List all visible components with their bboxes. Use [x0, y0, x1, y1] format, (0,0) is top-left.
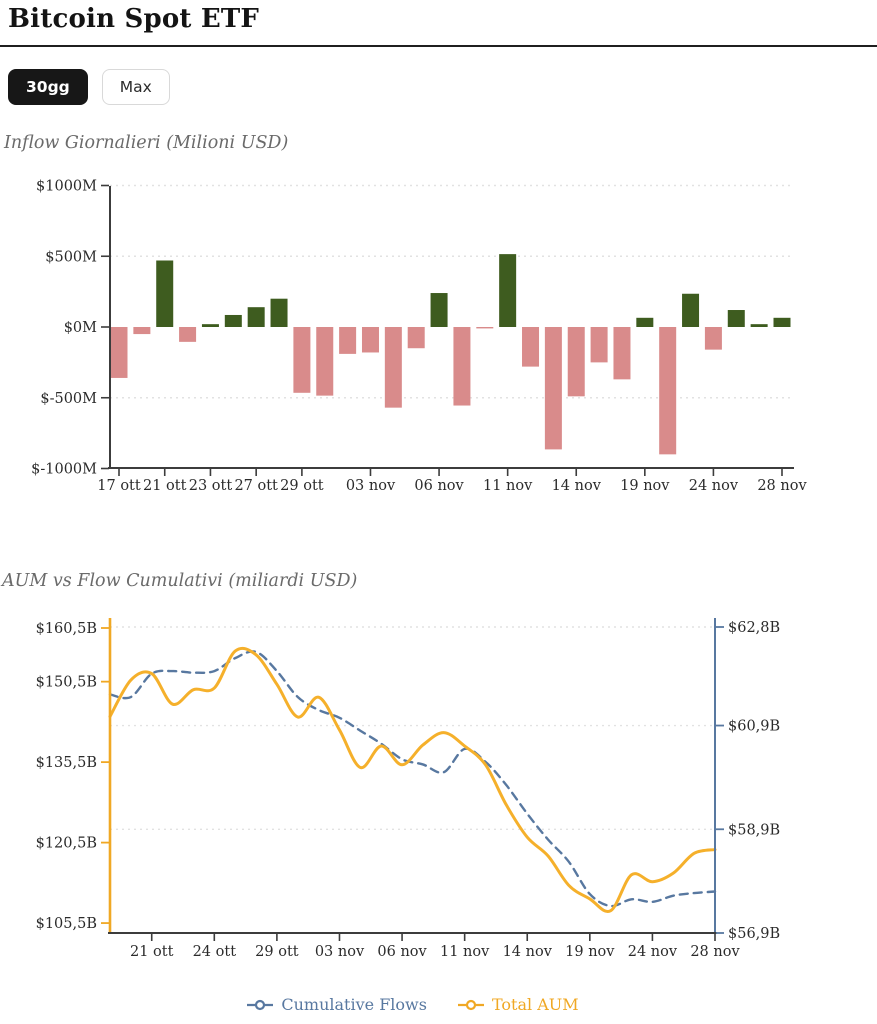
- x-axis-tick-label: 14 nov: [551, 478, 601, 494]
- inflow-bar: [111, 327, 128, 378]
- inflow-bar: [385, 327, 402, 408]
- x-axis-tick-label: 06 nov: [414, 478, 464, 494]
- x-axis-tick-label: 27 ott: [234, 478, 278, 494]
- right-axis-tick-label: $62,8B: [728, 620, 781, 636]
- title-divider: [0, 45, 877, 47]
- x-axis-tick-label: 11 nov: [439, 944, 490, 960]
- inflow-bar: [751, 324, 768, 327]
- inflow-bar: [362, 327, 379, 352]
- left-axis-tick-label: $120,5B: [35, 835, 97, 852]
- x-axis-tick-label: 03 nov: [314, 944, 365, 960]
- solid-line-marker-icon: [457, 999, 485, 1011]
- inflow-bar: [705, 327, 722, 350]
- right-axis-tick-label: $56,9B: [728, 925, 781, 942]
- x-axis-tick-label: 14 nov: [502, 944, 552, 960]
- y-axis-tick-label: $500M: [45, 249, 97, 266]
- inflow-bar: [179, 327, 196, 342]
- x-axis-tick-label: 28 nov: [690, 944, 740, 960]
- inflow-bar: [613, 327, 630, 379]
- y-axis-tick-label: $-500M: [40, 390, 97, 407]
- inflow-bar: [728, 310, 745, 327]
- inflow-bar: [408, 327, 425, 348]
- inflow-bar: [568, 327, 585, 396]
- aum-vs-flows-line-chart: [0, 590, 877, 980]
- inflow-bar: [156, 260, 173, 327]
- x-axis-tick-label: 06 nov: [377, 944, 427, 960]
- left-axis-tick-label: $135,5B: [35, 755, 97, 772]
- inflow-bar: [499, 254, 516, 327]
- legend-label-total-aum: Total AUM: [491, 995, 579, 1014]
- inflow-bar: [545, 327, 562, 449]
- chart-legend: [110, 995, 715, 1014]
- inflow-bar: [522, 327, 539, 367]
- right-axis-tick-label: $60,9B: [728, 718, 781, 735]
- legend-item-total-aum: [457, 995, 579, 1014]
- inflow-bar: [591, 327, 608, 362]
- inflow-bar: [453, 327, 470, 406]
- inflow-bar: [248, 307, 265, 327]
- x-axis-tick-label: 19 nov: [620, 478, 670, 494]
- x-axis-tick-label: 21 ott: [142, 478, 187, 494]
- x-axis-tick-label: 21 ott: [129, 944, 174, 960]
- x-axis-tick-label: 03 nov: [345, 478, 396, 494]
- inflow-bar: [476, 327, 493, 328]
- inflow-bar: [271, 299, 288, 327]
- x-axis-tick-label: 24 ott: [192, 944, 237, 960]
- inflow-bar: [293, 327, 310, 393]
- x-axis-tick-label: 17 ott: [97, 478, 141, 494]
- total-aum-line: [110, 648, 715, 911]
- inflow-bar: [659, 327, 676, 454]
- dashed-line-marker-icon: [246, 999, 274, 1011]
- inflow-bar: [225, 315, 242, 327]
- inflow-bar: [773, 318, 790, 327]
- x-axis-tick-label: 28 nov: [757, 478, 807, 494]
- x-axis-tick-label: 24 nov: [627, 944, 678, 960]
- left-axis-tick-label: $105,5B: [35, 916, 97, 933]
- inflow-bar: [431, 293, 448, 327]
- inflow-bar: [316, 327, 333, 396]
- page-title: Bitcoin Spot ETF: [8, 4, 260, 34]
- x-axis-tick-label: 29 ott: [255, 944, 299, 960]
- inflow-bar: [682, 294, 699, 327]
- left-axis-tick-label: $160,5B: [35, 621, 97, 637]
- x-axis-tick-label: 23 ott: [188, 478, 233, 494]
- range-controls: [8, 69, 170, 105]
- inflow-bar: [636, 318, 653, 327]
- inflow-bar: [133, 327, 150, 334]
- aum-chart-title: AUM vs Flow Cumulativi (miliardi USD): [2, 571, 358, 591]
- legend-item-cumulative-flows: [246, 995, 427, 1014]
- left-axis-tick-label: $150,5B: [35, 674, 97, 691]
- y-axis-tick-label: $-1000M: [31, 461, 97, 478]
- legend-label-cumulative-flows: Cumulative Flows: [281, 995, 427, 1014]
- right-axis-tick-label: $58,9B: [728, 822, 781, 839]
- daily-inflow-bar-chart: [0, 160, 877, 510]
- inflow-bar: [202, 324, 219, 327]
- x-axis-tick-label: 11 nov: [482, 478, 533, 494]
- range-max-button[interactable]: Max: [102, 69, 170, 105]
- x-axis-tick-label: 29 ott: [280, 478, 324, 494]
- range-30gg-button[interactable]: 30gg: [8, 69, 88, 105]
- x-axis-tick-label: 24 nov: [688, 478, 739, 494]
- y-axis-tick-label: $0M: [63, 320, 97, 336]
- y-axis-tick-label: $1000M: [36, 178, 97, 195]
- x-axis-tick-label: 19 nov: [565, 944, 615, 960]
- daily-inflow-chart-title: Inflow Giornalieri (Milioni USD): [4, 133, 289, 153]
- inflow-bar: [339, 327, 356, 354]
